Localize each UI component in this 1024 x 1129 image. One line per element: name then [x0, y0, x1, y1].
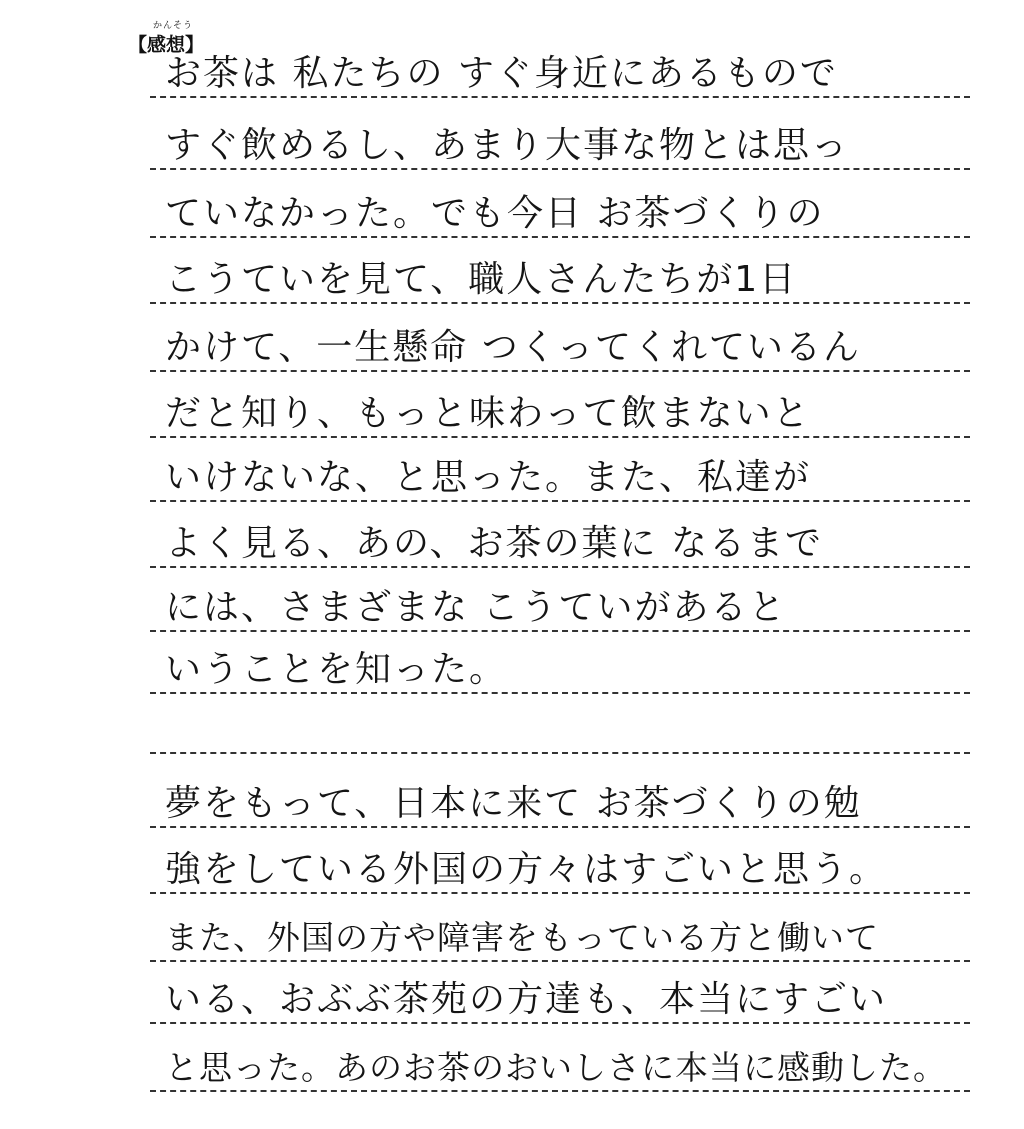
ruled-line — [150, 826, 970, 828]
heading-label: 【感想】 — [128, 34, 205, 56]
ruled-line — [150, 236, 970, 238]
text-line: と思った。あのお茶のおいしさに本当に感動した。 — [165, 1048, 947, 1087]
text-line: お茶は 私たちの すぐ身近にあるもので — [165, 53, 838, 94]
text-line: いうことを知った。 — [165, 649, 508, 690]
text-line: こうていを見て、職人さんたちが1日 — [165, 259, 798, 300]
text-line: 強をしている外国の方々はすごいと思う。 — [165, 849, 888, 890]
ruled-line — [150, 630, 970, 632]
ruled-line — [150, 168, 970, 170]
ruled-line — [150, 436, 970, 438]
ruled-line — [150, 1090, 970, 1092]
text-line: だと知り、もっと味わって飲まないと — [165, 393, 811, 434]
heading-ruby: かんそう — [153, 21, 194, 31]
text-line: すぐ飲めるし、あまり大事な物とは思っ — [165, 125, 850, 166]
ruled-line — [150, 692, 970, 694]
text-line: よく見る、あの、お茶の葉に なるまで — [165, 523, 824, 564]
ruled-line — [150, 370, 970, 372]
ruled-line — [150, 960, 970, 962]
ruled-line — [150, 566, 970, 568]
ruled-line — [150, 500, 970, 502]
ruled-line — [150, 1022, 970, 1024]
text-line: いけないな、と思った。また、私達が — [165, 457, 812, 498]
ruled-line — [150, 752, 970, 754]
text-line: ていなかった。でも今日 お茶づくりの — [165, 193, 825, 234]
text-line: また、外国の方や障害をもっている方と働いて — [165, 918, 879, 957]
ruled-line — [150, 302, 970, 304]
text-line: には、さまざまな こうていがあると — [165, 587, 787, 628]
ruled-line — [150, 96, 970, 98]
text-line: かけて、一生懸命 つくってくれているん — [165, 327, 862, 368]
ruled-line — [150, 892, 970, 894]
text-line: いる、おぶぶ茶苑の方達も、本当にすごい — [165, 979, 888, 1020]
text-line: 夢をもって、日本に来て お茶づくりの勉 — [165, 783, 862, 824]
